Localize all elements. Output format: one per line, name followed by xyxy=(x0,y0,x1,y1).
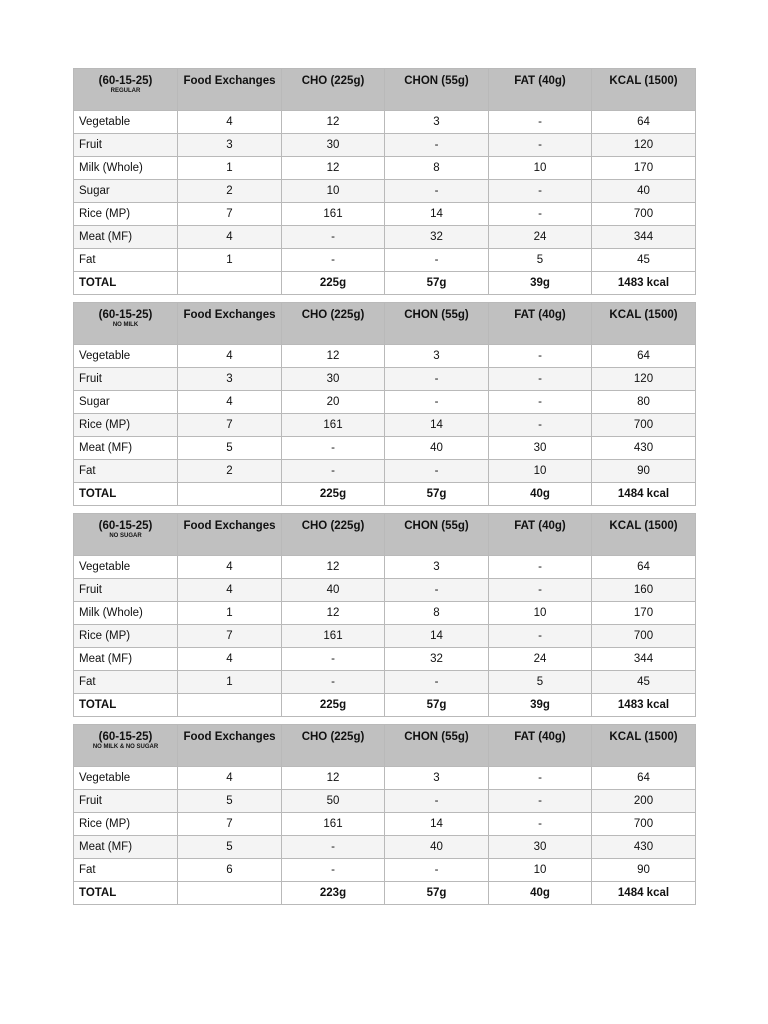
value-cell: 32 xyxy=(385,226,489,249)
value-cell: - xyxy=(282,648,385,671)
value-cell: 4 xyxy=(178,345,282,368)
macro-ratio: (60-15-25) xyxy=(98,75,153,87)
macro-ratio: (60-15-25) xyxy=(98,520,153,532)
total-value-cell xyxy=(178,272,282,295)
value-cell: 3 xyxy=(178,368,282,391)
value-cell: - xyxy=(282,249,385,272)
value-cell: 14 xyxy=(385,203,489,226)
value-cell: - xyxy=(489,368,592,391)
value-cell: - xyxy=(282,226,385,249)
table-row xyxy=(74,648,696,671)
value-cell: - xyxy=(489,579,592,602)
table-row xyxy=(74,836,696,859)
value-cell: 20 xyxy=(282,391,385,414)
column-header: FAT (40g) xyxy=(489,69,592,111)
total-value-cell xyxy=(178,882,282,905)
value-cell: 1 xyxy=(178,602,282,625)
value-cell: 161 xyxy=(282,813,385,836)
total-value-cell: 1484 kcal xyxy=(592,483,696,506)
value-cell: 10 xyxy=(282,180,385,203)
food-group-cell: Fat xyxy=(74,460,178,483)
value-cell: - xyxy=(489,391,592,414)
food-group-cell: Fruit xyxy=(74,790,178,813)
table-row xyxy=(74,414,696,437)
total-value-cell: 39g xyxy=(489,694,592,717)
value-cell: - xyxy=(385,579,489,602)
value-cell: 64 xyxy=(592,345,696,368)
value-cell: 12 xyxy=(282,157,385,180)
total-label: TOTAL xyxy=(74,272,178,295)
table-row xyxy=(74,111,696,134)
value-cell: - xyxy=(385,460,489,483)
diet-variant-label: NO MILK & NO SUGAR xyxy=(92,744,159,750)
value-cell: 161 xyxy=(282,625,385,648)
total-row xyxy=(74,483,696,506)
value-cell: 120 xyxy=(592,134,696,157)
value-cell: 3 xyxy=(385,556,489,579)
value-cell: - xyxy=(282,460,385,483)
food-group-cell: Fruit xyxy=(74,579,178,602)
value-cell: 30 xyxy=(489,836,592,859)
diet-variant-label: NO MILK xyxy=(112,322,139,328)
table-header-row xyxy=(74,69,696,111)
value-cell: 40 xyxy=(592,180,696,203)
value-cell: 1 xyxy=(178,157,282,180)
ratio-header-cell xyxy=(74,69,178,111)
column-header: KCAL (1500) xyxy=(592,303,696,345)
column-header: Food Exchanges xyxy=(178,69,282,111)
table-row xyxy=(74,602,696,625)
column-header: FAT (40g) xyxy=(489,303,592,345)
total-label: TOTAL xyxy=(74,694,178,717)
value-cell: - xyxy=(489,414,592,437)
value-cell: - xyxy=(489,111,592,134)
exchange-table-regular xyxy=(73,68,696,295)
value-cell: 24 xyxy=(489,226,592,249)
value-cell: 344 xyxy=(592,648,696,671)
total-label: TOTAL xyxy=(74,882,178,905)
value-cell: 30 xyxy=(489,437,592,460)
table-header-row xyxy=(74,514,696,556)
total-label: TOTAL xyxy=(74,483,178,506)
column-header: Food Exchanges xyxy=(178,514,282,556)
food-group-cell: Fat xyxy=(74,859,178,882)
value-cell: - xyxy=(385,391,489,414)
food-group-cell: Rice (MP) xyxy=(74,813,178,836)
food-group-cell: Meat (MF) xyxy=(74,836,178,859)
value-cell: 5 xyxy=(178,790,282,813)
value-cell: 12 xyxy=(282,767,385,790)
table-row xyxy=(74,556,696,579)
value-cell: 2 xyxy=(178,460,282,483)
column-header: FAT (40g) xyxy=(489,725,592,767)
total-row xyxy=(74,272,696,295)
column-header: CHON (55g) xyxy=(385,725,489,767)
value-cell: - xyxy=(489,203,592,226)
table-row xyxy=(74,790,696,813)
food-group-cell: Meat (MF) xyxy=(74,226,178,249)
exchange-table-no-milk-no-sugar xyxy=(73,724,696,905)
total-value-cell: 1483 kcal xyxy=(592,272,696,295)
value-cell: - xyxy=(385,249,489,272)
value-cell: 3 xyxy=(385,345,489,368)
value-cell: 4 xyxy=(178,579,282,602)
value-cell: 4 xyxy=(178,226,282,249)
value-cell: 160 xyxy=(592,579,696,602)
value-cell: 45 xyxy=(592,249,696,272)
value-cell: 10 xyxy=(489,157,592,180)
value-cell: 5 xyxy=(178,836,282,859)
table-row xyxy=(74,437,696,460)
value-cell: 64 xyxy=(592,767,696,790)
exchange-tables xyxy=(73,68,695,912)
value-cell: - xyxy=(489,625,592,648)
column-header: CHO (225g) xyxy=(282,725,385,767)
value-cell: 90 xyxy=(592,460,696,483)
value-cell: - xyxy=(282,671,385,694)
value-cell: - xyxy=(385,368,489,391)
food-group-cell: Meat (MF) xyxy=(74,437,178,460)
total-value-cell: 57g xyxy=(385,272,489,295)
total-value-cell: 1484 kcal xyxy=(592,882,696,905)
value-cell: 170 xyxy=(592,157,696,180)
value-cell: 430 xyxy=(592,836,696,859)
exchange-table-no-sugar xyxy=(73,513,696,717)
value-cell: 10 xyxy=(489,460,592,483)
value-cell: 50 xyxy=(282,790,385,813)
column-header: CHO (225g) xyxy=(282,69,385,111)
value-cell: 40 xyxy=(282,579,385,602)
value-cell: 2 xyxy=(178,180,282,203)
table-row xyxy=(74,226,696,249)
table-row xyxy=(74,368,696,391)
value-cell: - xyxy=(282,859,385,882)
table-row xyxy=(74,460,696,483)
value-cell: 12 xyxy=(282,602,385,625)
column-header: CHON (55g) xyxy=(385,514,489,556)
value-cell: 14 xyxy=(385,625,489,648)
value-cell: 4 xyxy=(178,111,282,134)
value-cell: 7 xyxy=(178,203,282,226)
table-row xyxy=(74,767,696,790)
food-group-cell: Milk (Whole) xyxy=(74,602,178,625)
food-group-cell: Vegetable xyxy=(74,345,178,368)
value-cell: 40 xyxy=(385,437,489,460)
ratio-header-cell xyxy=(74,514,178,556)
total-value-cell: 40g xyxy=(489,483,592,506)
table-row xyxy=(74,579,696,602)
value-cell: 4 xyxy=(178,767,282,790)
total-value-cell: 40g xyxy=(489,882,592,905)
food-group-cell: Rice (MP) xyxy=(74,414,178,437)
value-cell: - xyxy=(489,790,592,813)
value-cell: 4 xyxy=(178,648,282,671)
value-cell: 6 xyxy=(178,859,282,882)
value-cell: 700 xyxy=(592,414,696,437)
table-row xyxy=(74,671,696,694)
value-cell: 12 xyxy=(282,556,385,579)
table-row xyxy=(74,249,696,272)
column-header: KCAL (1500) xyxy=(592,514,696,556)
column-header: Food Exchanges xyxy=(178,725,282,767)
total-value-cell xyxy=(178,694,282,717)
total-value-cell: 57g xyxy=(385,882,489,905)
total-value-cell: 225g xyxy=(282,272,385,295)
total-value-cell: 57g xyxy=(385,483,489,506)
table-row xyxy=(74,859,696,882)
exchange-table-no-milk xyxy=(73,302,696,506)
table-header-row xyxy=(74,725,696,767)
table-row xyxy=(74,203,696,226)
value-cell: 3 xyxy=(385,767,489,790)
value-cell: - xyxy=(489,345,592,368)
total-row xyxy=(74,694,696,717)
value-cell: 8 xyxy=(385,157,489,180)
table-row xyxy=(74,391,696,414)
value-cell: 700 xyxy=(592,203,696,226)
table-row xyxy=(74,345,696,368)
value-cell: 3 xyxy=(385,111,489,134)
value-cell: 7 xyxy=(178,414,282,437)
food-group-cell: Fruit xyxy=(74,368,178,391)
value-cell: 161 xyxy=(282,414,385,437)
column-header: CHO (225g) xyxy=(282,303,385,345)
column-header: KCAL (1500) xyxy=(592,725,696,767)
total-value-cell: 223g xyxy=(282,882,385,905)
value-cell: - xyxy=(385,790,489,813)
value-cell: - xyxy=(489,180,592,203)
value-cell: 1 xyxy=(178,249,282,272)
value-cell: 12 xyxy=(282,345,385,368)
food-group-cell: Rice (MP) xyxy=(74,625,178,648)
value-cell: - xyxy=(385,671,489,694)
food-group-cell: Sugar xyxy=(74,180,178,203)
food-group-cell: Vegetable xyxy=(74,767,178,790)
value-cell: 3 xyxy=(178,134,282,157)
macro-ratio: (60-15-25) xyxy=(98,731,153,743)
diet-variant-label: NO SUGAR xyxy=(109,533,142,539)
value-cell: 120 xyxy=(592,368,696,391)
value-cell: - xyxy=(489,556,592,579)
value-cell: 14 xyxy=(385,813,489,836)
value-cell: 344 xyxy=(592,226,696,249)
total-value-cell: 1483 kcal xyxy=(592,694,696,717)
food-group-cell: Fat xyxy=(74,249,178,272)
value-cell: 64 xyxy=(592,556,696,579)
value-cell: 80 xyxy=(592,391,696,414)
value-cell: - xyxy=(489,767,592,790)
value-cell: - xyxy=(385,180,489,203)
value-cell: 64 xyxy=(592,111,696,134)
value-cell: - xyxy=(489,134,592,157)
value-cell: 161 xyxy=(282,203,385,226)
value-cell: 32 xyxy=(385,648,489,671)
diet-variant-label: REGULAR xyxy=(110,88,141,94)
value-cell: 7 xyxy=(178,813,282,836)
value-cell: 8 xyxy=(385,602,489,625)
total-value-cell: 39g xyxy=(489,272,592,295)
macro-ratio: (60-15-25) xyxy=(98,309,153,321)
table-row xyxy=(74,813,696,836)
total-value-cell: 225g xyxy=(282,483,385,506)
value-cell: 14 xyxy=(385,414,489,437)
value-cell: 12 xyxy=(282,111,385,134)
value-cell: 7 xyxy=(178,625,282,648)
value-cell: - xyxy=(282,437,385,460)
table-row xyxy=(74,157,696,180)
value-cell: 5 xyxy=(178,437,282,460)
food-group-cell: Milk (Whole) xyxy=(74,157,178,180)
value-cell: - xyxy=(385,134,489,157)
value-cell: 700 xyxy=(592,813,696,836)
value-cell: 10 xyxy=(489,859,592,882)
ratio-header-cell xyxy=(74,725,178,767)
food-group-cell: Sugar xyxy=(74,391,178,414)
value-cell: 5 xyxy=(489,249,592,272)
food-group-cell: Vegetable xyxy=(74,111,178,134)
column-header: CHON (55g) xyxy=(385,303,489,345)
value-cell: 1 xyxy=(178,671,282,694)
value-cell: 170 xyxy=(592,602,696,625)
value-cell: 10 xyxy=(489,602,592,625)
value-cell: 4 xyxy=(178,391,282,414)
total-value-cell: 57g xyxy=(385,694,489,717)
value-cell: 430 xyxy=(592,437,696,460)
column-header: Food Exchanges xyxy=(178,303,282,345)
column-header: FAT (40g) xyxy=(489,514,592,556)
food-group-cell: Rice (MP) xyxy=(74,203,178,226)
food-group-cell: Fat xyxy=(74,671,178,694)
value-cell: 45 xyxy=(592,671,696,694)
value-cell: 200 xyxy=(592,790,696,813)
food-group-cell: Meat (MF) xyxy=(74,648,178,671)
value-cell: - xyxy=(282,836,385,859)
total-value-cell xyxy=(178,483,282,506)
table-row xyxy=(74,625,696,648)
table-row xyxy=(74,180,696,203)
value-cell: 30 xyxy=(282,134,385,157)
value-cell: 4 xyxy=(178,556,282,579)
food-group-cell: Fruit xyxy=(74,134,178,157)
value-cell: 40 xyxy=(385,836,489,859)
food-group-cell: Vegetable xyxy=(74,556,178,579)
value-cell: 90 xyxy=(592,859,696,882)
column-header: CHON (55g) xyxy=(385,69,489,111)
table-header-row xyxy=(74,303,696,345)
value-cell: 5 xyxy=(489,671,592,694)
value-cell: 30 xyxy=(282,368,385,391)
ratio-header-cell xyxy=(74,303,178,345)
value-cell: - xyxy=(385,859,489,882)
column-header: KCAL (1500) xyxy=(592,69,696,111)
value-cell: - xyxy=(489,813,592,836)
total-value-cell: 225g xyxy=(282,694,385,717)
column-header: CHO (225g) xyxy=(282,514,385,556)
table-row xyxy=(74,134,696,157)
value-cell: 700 xyxy=(592,625,696,648)
total-row xyxy=(74,882,696,905)
value-cell: 24 xyxy=(489,648,592,671)
